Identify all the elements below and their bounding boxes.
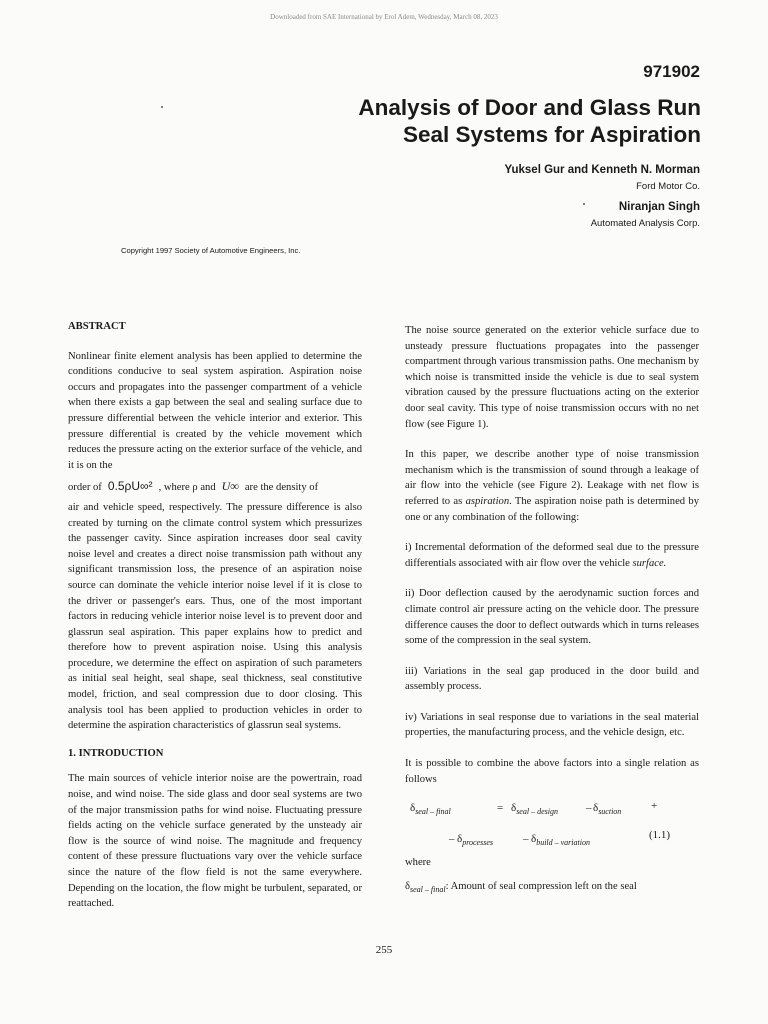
list-item-3: iii) Variations in the seal gap produced in the door build and assembly process.: [405, 665, 699, 693]
para-text: In this paper, we describe another type of noise transmission mechanism which is the transmission of sound through a leakage of air flow into the vehicle (see Figure 2). Leakage with net flow is referred to as: [405, 449, 699, 507]
abstract-heading: ABSTRACT: [68, 321, 126, 332]
order-prefix: order of: [68, 482, 102, 494]
aspiration-term: aspiration: [465, 495, 510, 507]
abstract-paragraph-1: Nonlinear finite element analysis has been applied to determine the conditions conducive to seal system aspiration. Aspiration noise occurs and propagates into the passenger compartment of a vehicle when there exists a gap between the seal and sealing surface due to pressure differential between the vehicle interior and exterior. This pressure differential is created by the vehicle movement which reduces the pressure acting on the exterior surface of the vehicle, and it is on the: [68, 350, 362, 471]
list-item-1: [405, 540, 699, 571]
copyright-notice: Copyright 1997 Society of Automotive Engineers, Inc.: [121, 246, 301, 255]
equation-1-1: [405, 801, 699, 861]
eq-term-seal-final: $\delta_{seal - final}$: [410, 802, 451, 817]
introduction-paragraph-1: The main sources of vehicle interior noise are the powertrain, road noise, and wind noise. The side glass and door seal systems are two of the major transmission paths for wind noise. Fluctuating pressure fields acting on the vehicle surface generated by the unsteady air flow is the source of wind noise. The magnitude and frequency content of these pressure fluctuations vary over the vehicle surface since the nature of the flow field is not the same everywhere. Depending on the location, the flow might be turbulent, separated, or reattached.: [68, 773, 362, 910]
eq-term-suction: $\delta_{suction}$: [593, 802, 622, 817]
title-line-2: Seal Systems for Aspiration: [402, 122, 701, 147]
left-column: [68, 319, 362, 912]
eq-minus: –: [449, 833, 455, 846]
affiliation-1: Ford Motor Co.: [636, 181, 700, 192]
def-text: : Amount of seal compression left on the seal: [445, 880, 637, 892]
list-item-4: iv) Variations in seal response due to variations in the seal material properties, the manufacturing process, and the vehicle design, etc.: [405, 711, 699, 739]
order-suffix: are the density of: [244, 482, 319, 494]
paper-title: [358, 94, 701, 148]
eq-term-processes: $\delta_{processes}$: [457, 833, 493, 848]
order-formula: 0.5ρU∞²: [107, 479, 153, 494]
eq-plus: +: [651, 800, 658, 813]
list-item-text: i) Incremental deformation of the deformed seal due to the pressure differentials associated with air flow over the vehicle: [405, 542, 699, 569]
eq-term-build-variation: $\delta_{build - variation}$: [531, 833, 590, 848]
download-note: Downloaded from SAE International by Erol Adem, Wednesday, March 08, 2023: [270, 13, 498, 21]
author-1: Yuksel Gur and Kenneth N. Morman: [504, 164, 700, 176]
equation-number: (1.1): [649, 829, 671, 842]
intro-paragraph-2: The noise source generated on the exterior vehicle surface due to unsteady pressure fluctuations propagates into the passenger compartment through various transmission paths. One mechanism by which noise is transmitted inside the vehicle is due to seal system vibration caused by the pressure fluctuations acting on the exterior door seal cavity. This type of noise transmission occurs with no net flow (see Figure 1).: [405, 325, 699, 430]
order-of-formula-line: [68, 479, 362, 496]
title-line-1: Analysis of Door and Glass Run: [358, 95, 701, 120]
definition-seal-final: [405, 879, 699, 898]
abstract-paragraph-2: air and vehicle speed, respectively. The pressure difference is also created by turning on the climate control system which pressurizes the passenger cavity. Since aspiration increases door seal cavity noise level and creates a direct noise transmission path without any significant transmission loss, the presence of an aspiration noise source can dominate the vehicle interior noise level if it is close to the driver or passenger's ears. Thus, one of the most important factors in reducing vehicle interior noise level is to prevent door and glassrun seal aspiration. This paper explains how to predict and therefore how to prevent aspiration noise. Using this analysis procedure, we determine the effect on aspiration of such parameters as initial seal height, seal shape, seal thickness, seal constitutive model, friction, and seal compression due to door closing. This analysis tool has been applied to production vehicles in order to determine the aspiration characteristics of glassrun seal systems.: [68, 501, 362, 732]
intro-paragraph-3: [405, 447, 699, 525]
page-number: 255: [375, 944, 393, 956]
eq-term-seal-design: $\delta_{seal - design}$: [511, 802, 558, 817]
para-text: . The aspiration noise path is determined by one or any combination of the following:: [405, 495, 699, 523]
author-2: Niranjan Singh: [618, 201, 700, 213]
def-delta: δ: [405, 880, 410, 892]
where-label: where: [405, 857, 431, 869]
def-subscript: seal – final: [410, 884, 446, 894]
paper-number: 971902: [643, 62, 700, 81]
eq-equals: =: [497, 802, 504, 815]
scan-speck: [583, 203, 585, 205]
eq-minus: –: [523, 833, 529, 846]
intro-paragraph-4: It is possible to combine the above factors into a single relation as follows: [405, 758, 699, 785]
right-column: [405, 323, 699, 898]
list-item-2: ii) Door deflection caused by the aerodynamic suction forces and climate control air pressure acting on the vehicle door. The pressure difference causes the door to deflect outwards which in turns releases some of the compression in the seal system.: [405, 588, 699, 647]
scan-speck: [161, 106, 163, 108]
order-where: , where ρ and: [158, 482, 216, 494]
eq-minus: –: [586, 802, 592, 815]
order-u-infinity: U∞: [221, 479, 239, 494]
introduction-heading: 1. INTRODUCTION: [68, 747, 164, 759]
affiliation-2: Automated Analysis Corp.: [590, 218, 700, 229]
list-item-emphasis: surface.: [632, 557, 667, 569]
